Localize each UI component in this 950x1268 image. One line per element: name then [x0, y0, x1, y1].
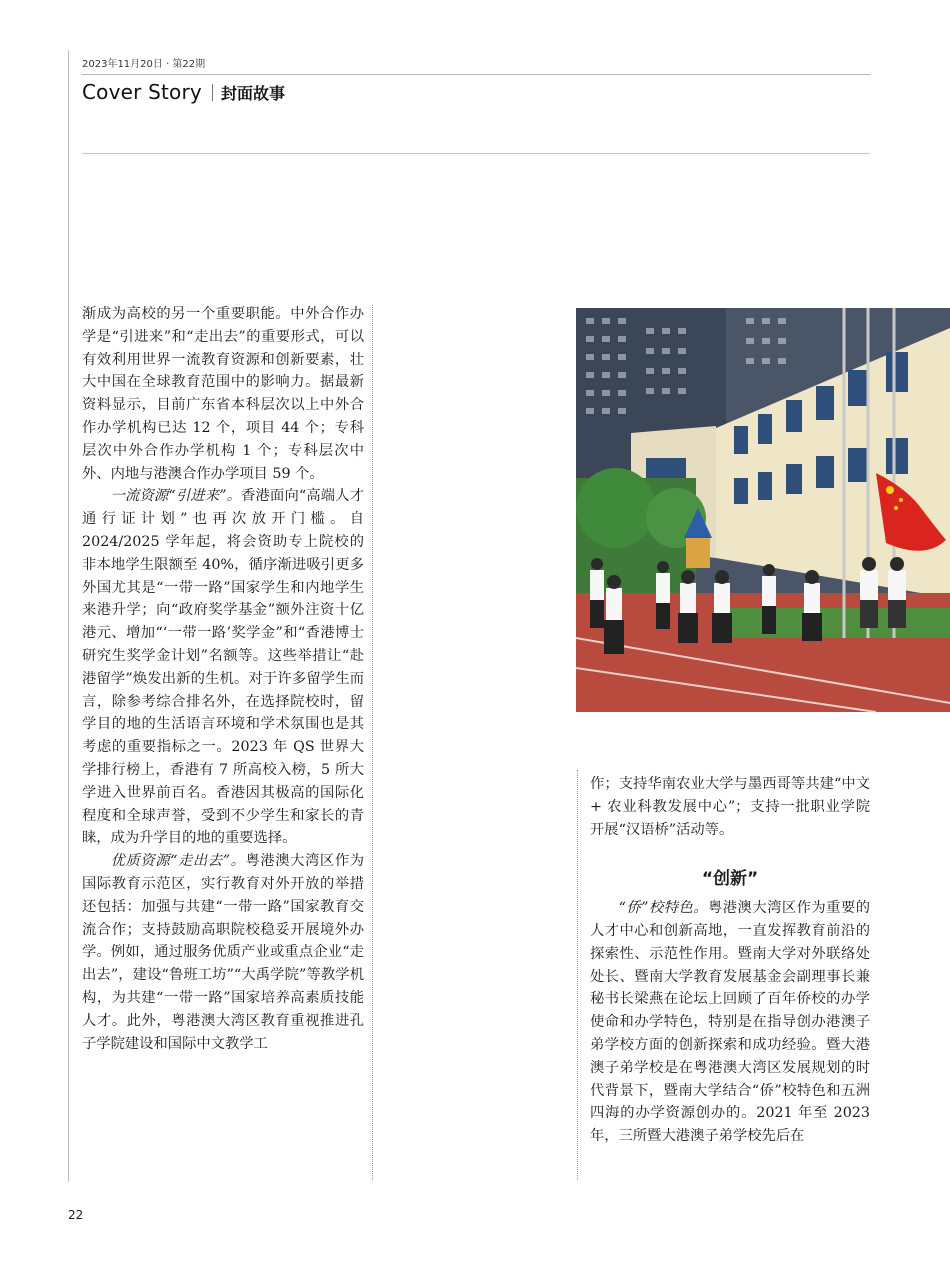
section-title-en: Cover Story: [82, 80, 202, 104]
section-title-zh: 封面故事: [220, 83, 285, 103]
column-divider: [577, 770, 578, 1180]
left-margin-line: [68, 50, 69, 1182]
paragraph: 渐成为高校的另一个重要职能。中外合作办学是“引进来”和“走出去”的重要形式，可以有效利用世界一流教育资源和创新要素，壮大中国在全球教育范围中的影响力。据最新资料显示，目前广东省本科层次以上中外合作办学机构已达 12 个，项目 44 个；专科层次中外合作办学机构 1 个；专科层次中外、内地与港澳合作办学项目 59 个。: [82, 306, 364, 482]
paragraph: [590, 897, 870, 1148]
photo-illustration: [576, 308, 950, 712]
subheading: “创新”: [701, 869, 759, 890]
school-flag-ceremony-photo: [576, 308, 950, 712]
section-separator: [212, 84, 213, 101]
paragraph: [82, 485, 364, 850]
paragraph-body: 粤港澳大湾区作为重要的人才中心和创新高地，一直发挥教育前沿的探索性、示范性作用。暨南大学对外联络处处长、暨南大学教育发展基金会副理事长兼秘书长梁燕在论坛上回顾了百年侨校的办学使命和办学特色，特别是在指导创办港澳子弟学校方面的创新探索和成功经验。暨大港澳子弟学校是在粤港澳大湾区发展规划的时代背景下，暨南大学结合“侨”校特色和五洲四海的办学资源创办的。2021 年至 2023 年，三所暨大港澳子弟学校先后在: [590, 900, 871, 1145]
paragraph: 作；支持华南农业大学与墨西哥等共建“中文 + 农业科教发展中心”；支持一批职业学院开展“汉语桥”活动等。: [590, 776, 870, 838]
paragraph-body: 香港面向“高端人才通行证计划”也再次放开门槛。自 2024/2025 学年起，将会资助专上院校的非本地学生限额至 40%，循序渐进吸引更多外国尤其是“一带一路”国家学生和内地学生来港升学；向“政府奖学基金”额外注资十亿港元、增加“‘一带一路’奖学金”和“香港博士研究生奖学金计划”名额等。这些举措让“赴港留学”焕发出新的生机。对于许多留学生而言，除参考综合排名外，在选择院校时，留学目的地的生活语言环境和学术氛围也是其考虑的重要指标之一。2023 年 QS 世界大学排行榜上，香港有 7 所高校入榜，5 所大学进入世界前百名。香港因其极高的国际化程度和全球声誉，受到不少学生和家长的青睐，成为升学目的地的重要选择。: [82, 488, 365, 847]
paragraph-lead: “侨”校特色。: [618, 900, 709, 917]
page-number: 22: [68, 1208, 84, 1222]
header-rule-lower: [82, 153, 870, 154]
article-column-right: [590, 773, 870, 1148]
article-column-left: [82, 303, 364, 1055]
issue-date: 2023年11月20日 · 第22期: [82, 59, 206, 70]
paragraph-body: 粤港澳大湾区作为国际教育示范区，实行教育对外开放的举措还包括：加强与共建“一带一路”国家教育交流合作；支持鼓励高职院校稳妥开展境外办学。例如，通过服务优质产业或重点企业“走出去”，建设“鲁班工坊”“大禹学院”等教学机构，为共建“一带一路”国家培养高素质技能人才。此外，粤港澳大湾区教育重视推进孔子学院建设和国际中文教学工: [82, 853, 365, 1052]
paragraph-lead: 一流资源“引进来”。: [110, 488, 242, 505]
header-rule: [82, 74, 870, 75]
section-header: [82, 80, 285, 104]
paragraph-lead: 优质资源“走出去”。: [110, 853, 246, 870]
column-divider: [372, 305, 373, 1180]
paragraph: [82, 850, 364, 1055]
